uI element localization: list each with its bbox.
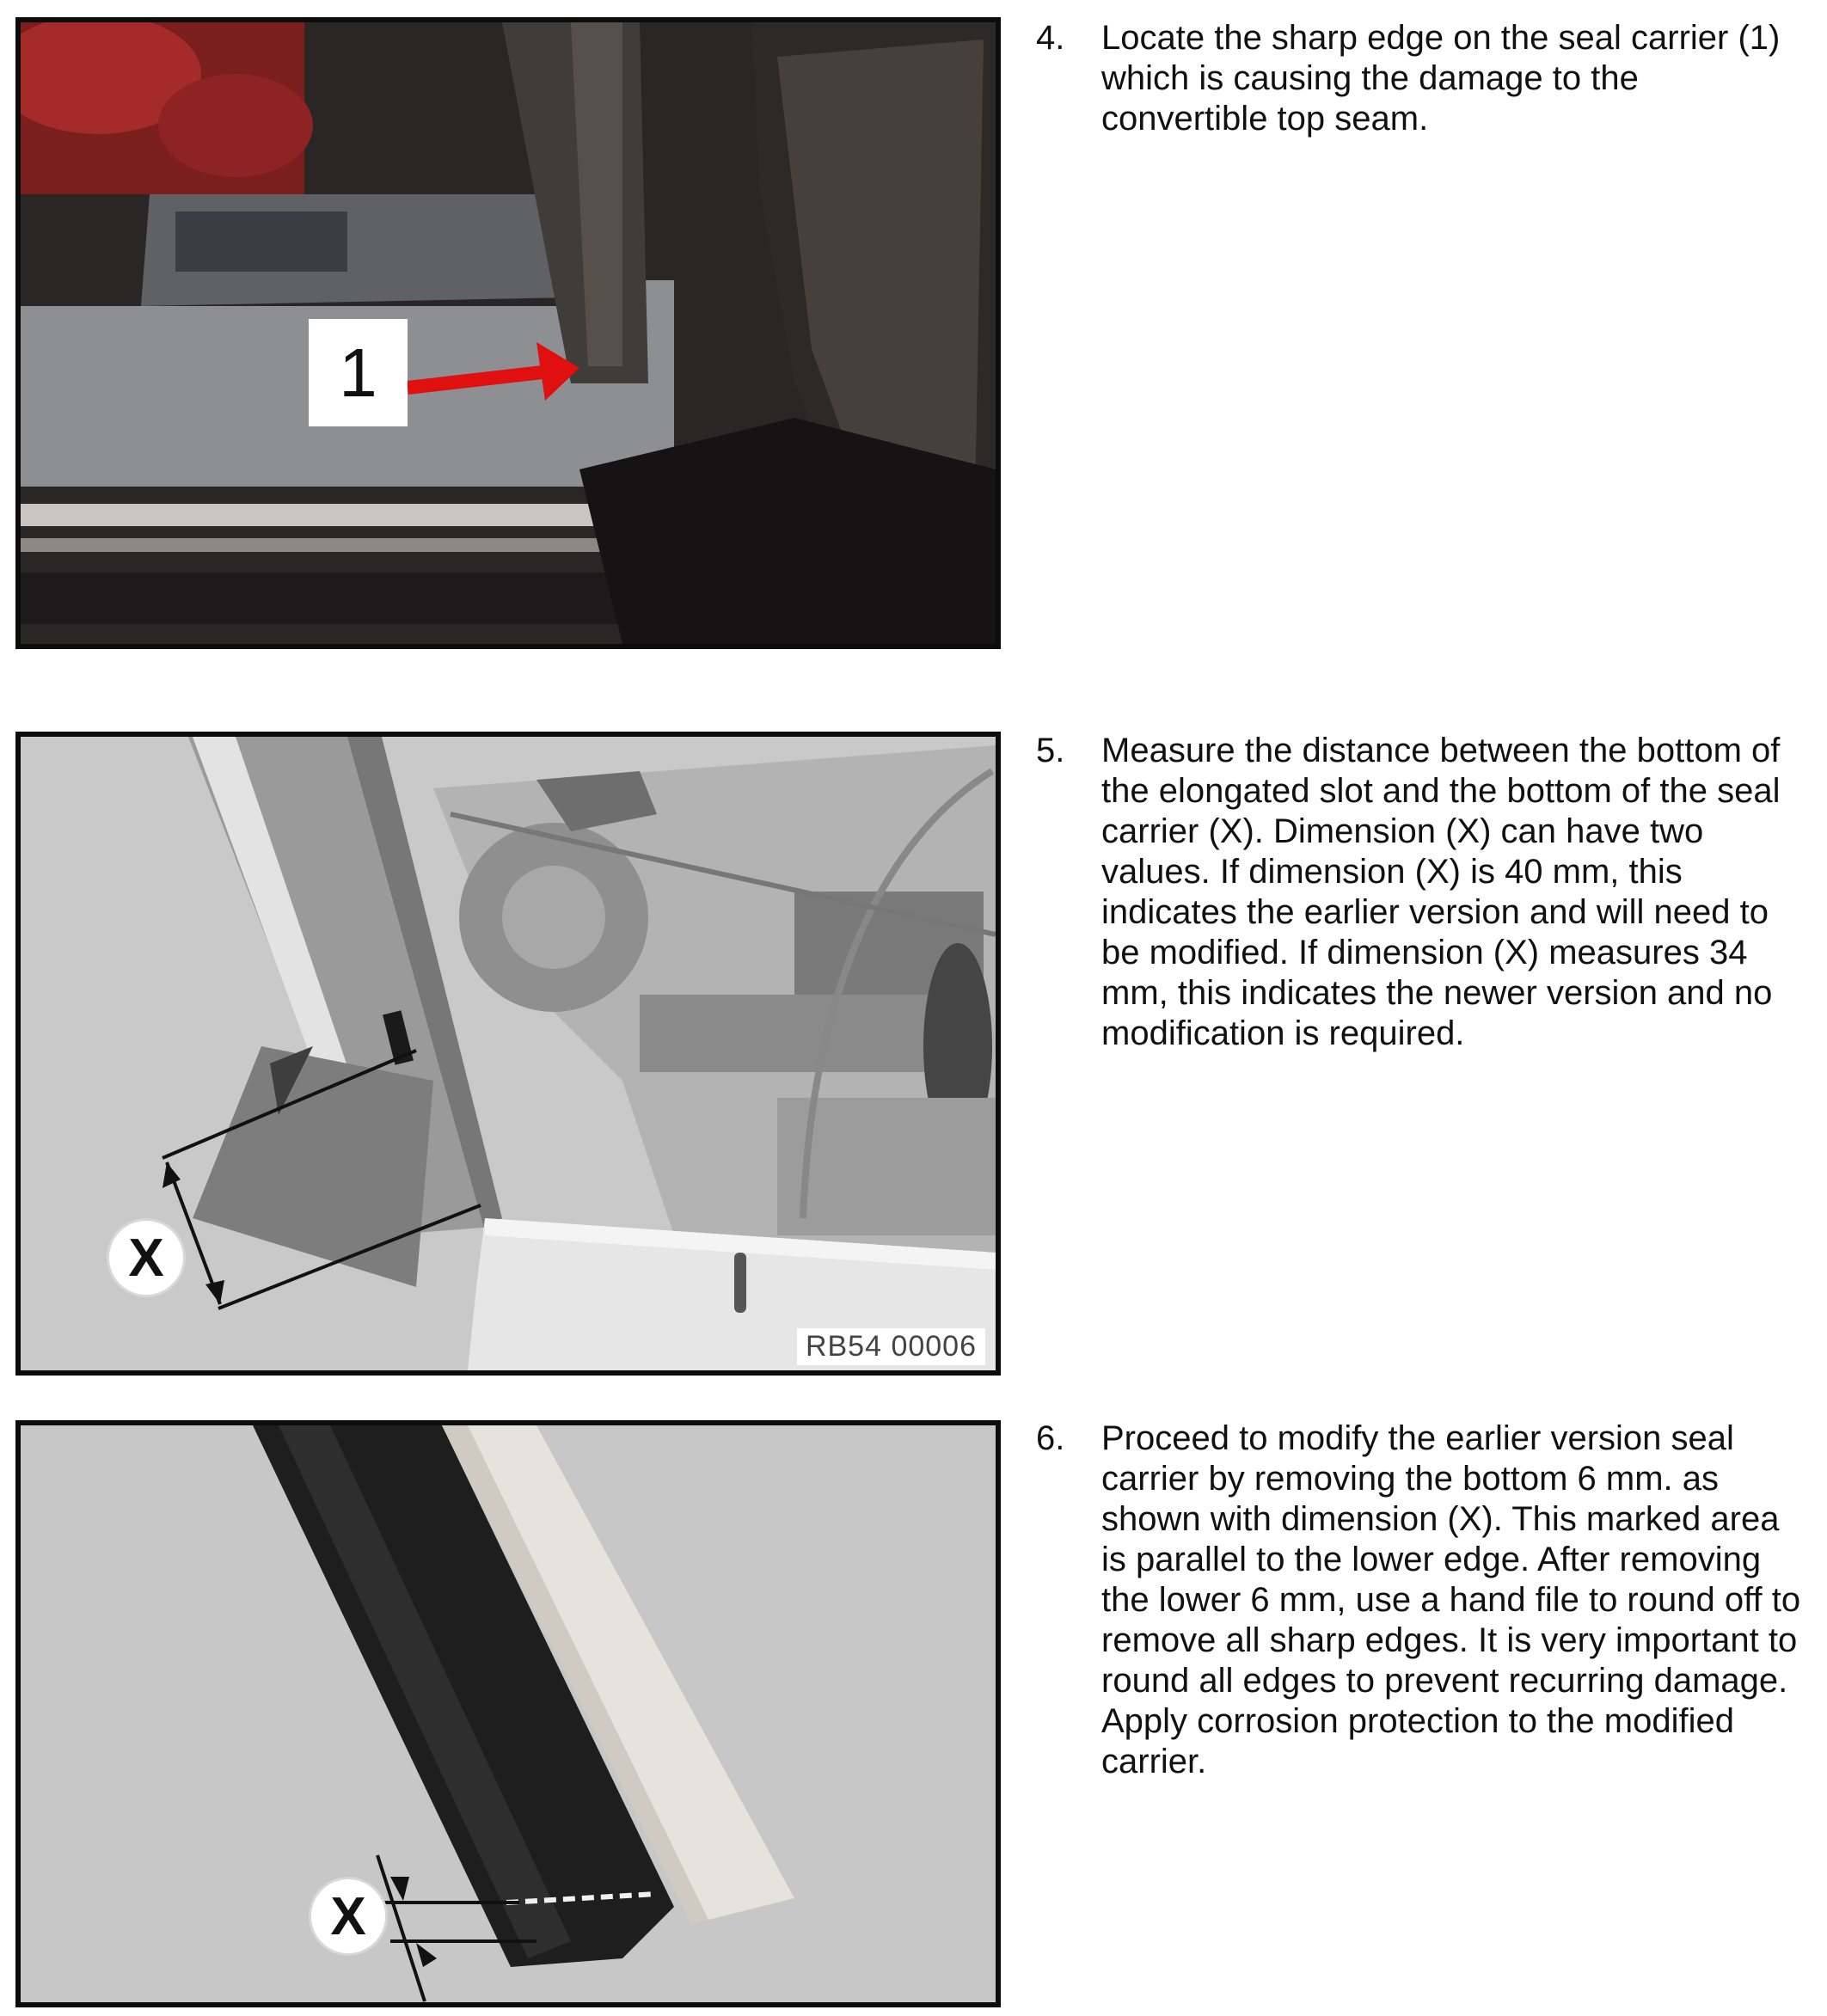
photo-carrier-modification [15, 1420, 1001, 2007]
dimension-x-label: X [309, 1877, 388, 1956]
dimension-x-label: X [107, 1218, 186, 1297]
step-6 [1036, 1419, 1810, 1782]
diagram-reference-code: RB54 00006 [797, 1328, 985, 1365]
step-number: 5. [1036, 732, 1065, 769]
step-number: 6. [1036, 1419, 1065, 1457]
step-5 [1036, 731, 1810, 1054]
step-4 [1036, 18, 1810, 139]
step-text: Measure the distance between the bottom of the elongated slot and the bottom of the seal carrier (X). Dimension (X) can have two values. If dimension (X) is 40 mm, this indicates the earlier version and will need to be modified. If dimension (X) measures 34 mm, this indicates the newer version and no modification is required. [1101, 732, 1781, 1052]
diagram-dimension-x-measurement [15, 732, 1001, 1376]
photo-seal-carrier-sharp-edge [15, 17, 1001, 649]
step-number: 4. [1036, 19, 1065, 57]
step-text: Proceed to modify the earlier version seal carrier by removing the bottom 6 mm. as shown with dimension (X). This marked area is parallel to the lower edge. After removing the lower 6 mm, use a hand file to round off to remove all sharp edges. It is very important to round all edges to prevent recurring damage. Apply corrosion protection to the modified carrier. [1101, 1419, 1801, 1780]
photo-illustration [21, 22, 996, 644]
step-text: Locate the sharp edge on the seal carrier (1) which is causing the damage to the convertible top seam. [1101, 19, 1781, 138]
photo-illustration [21, 1425, 996, 2002]
callout-1-label: 1 [309, 319, 408, 426]
